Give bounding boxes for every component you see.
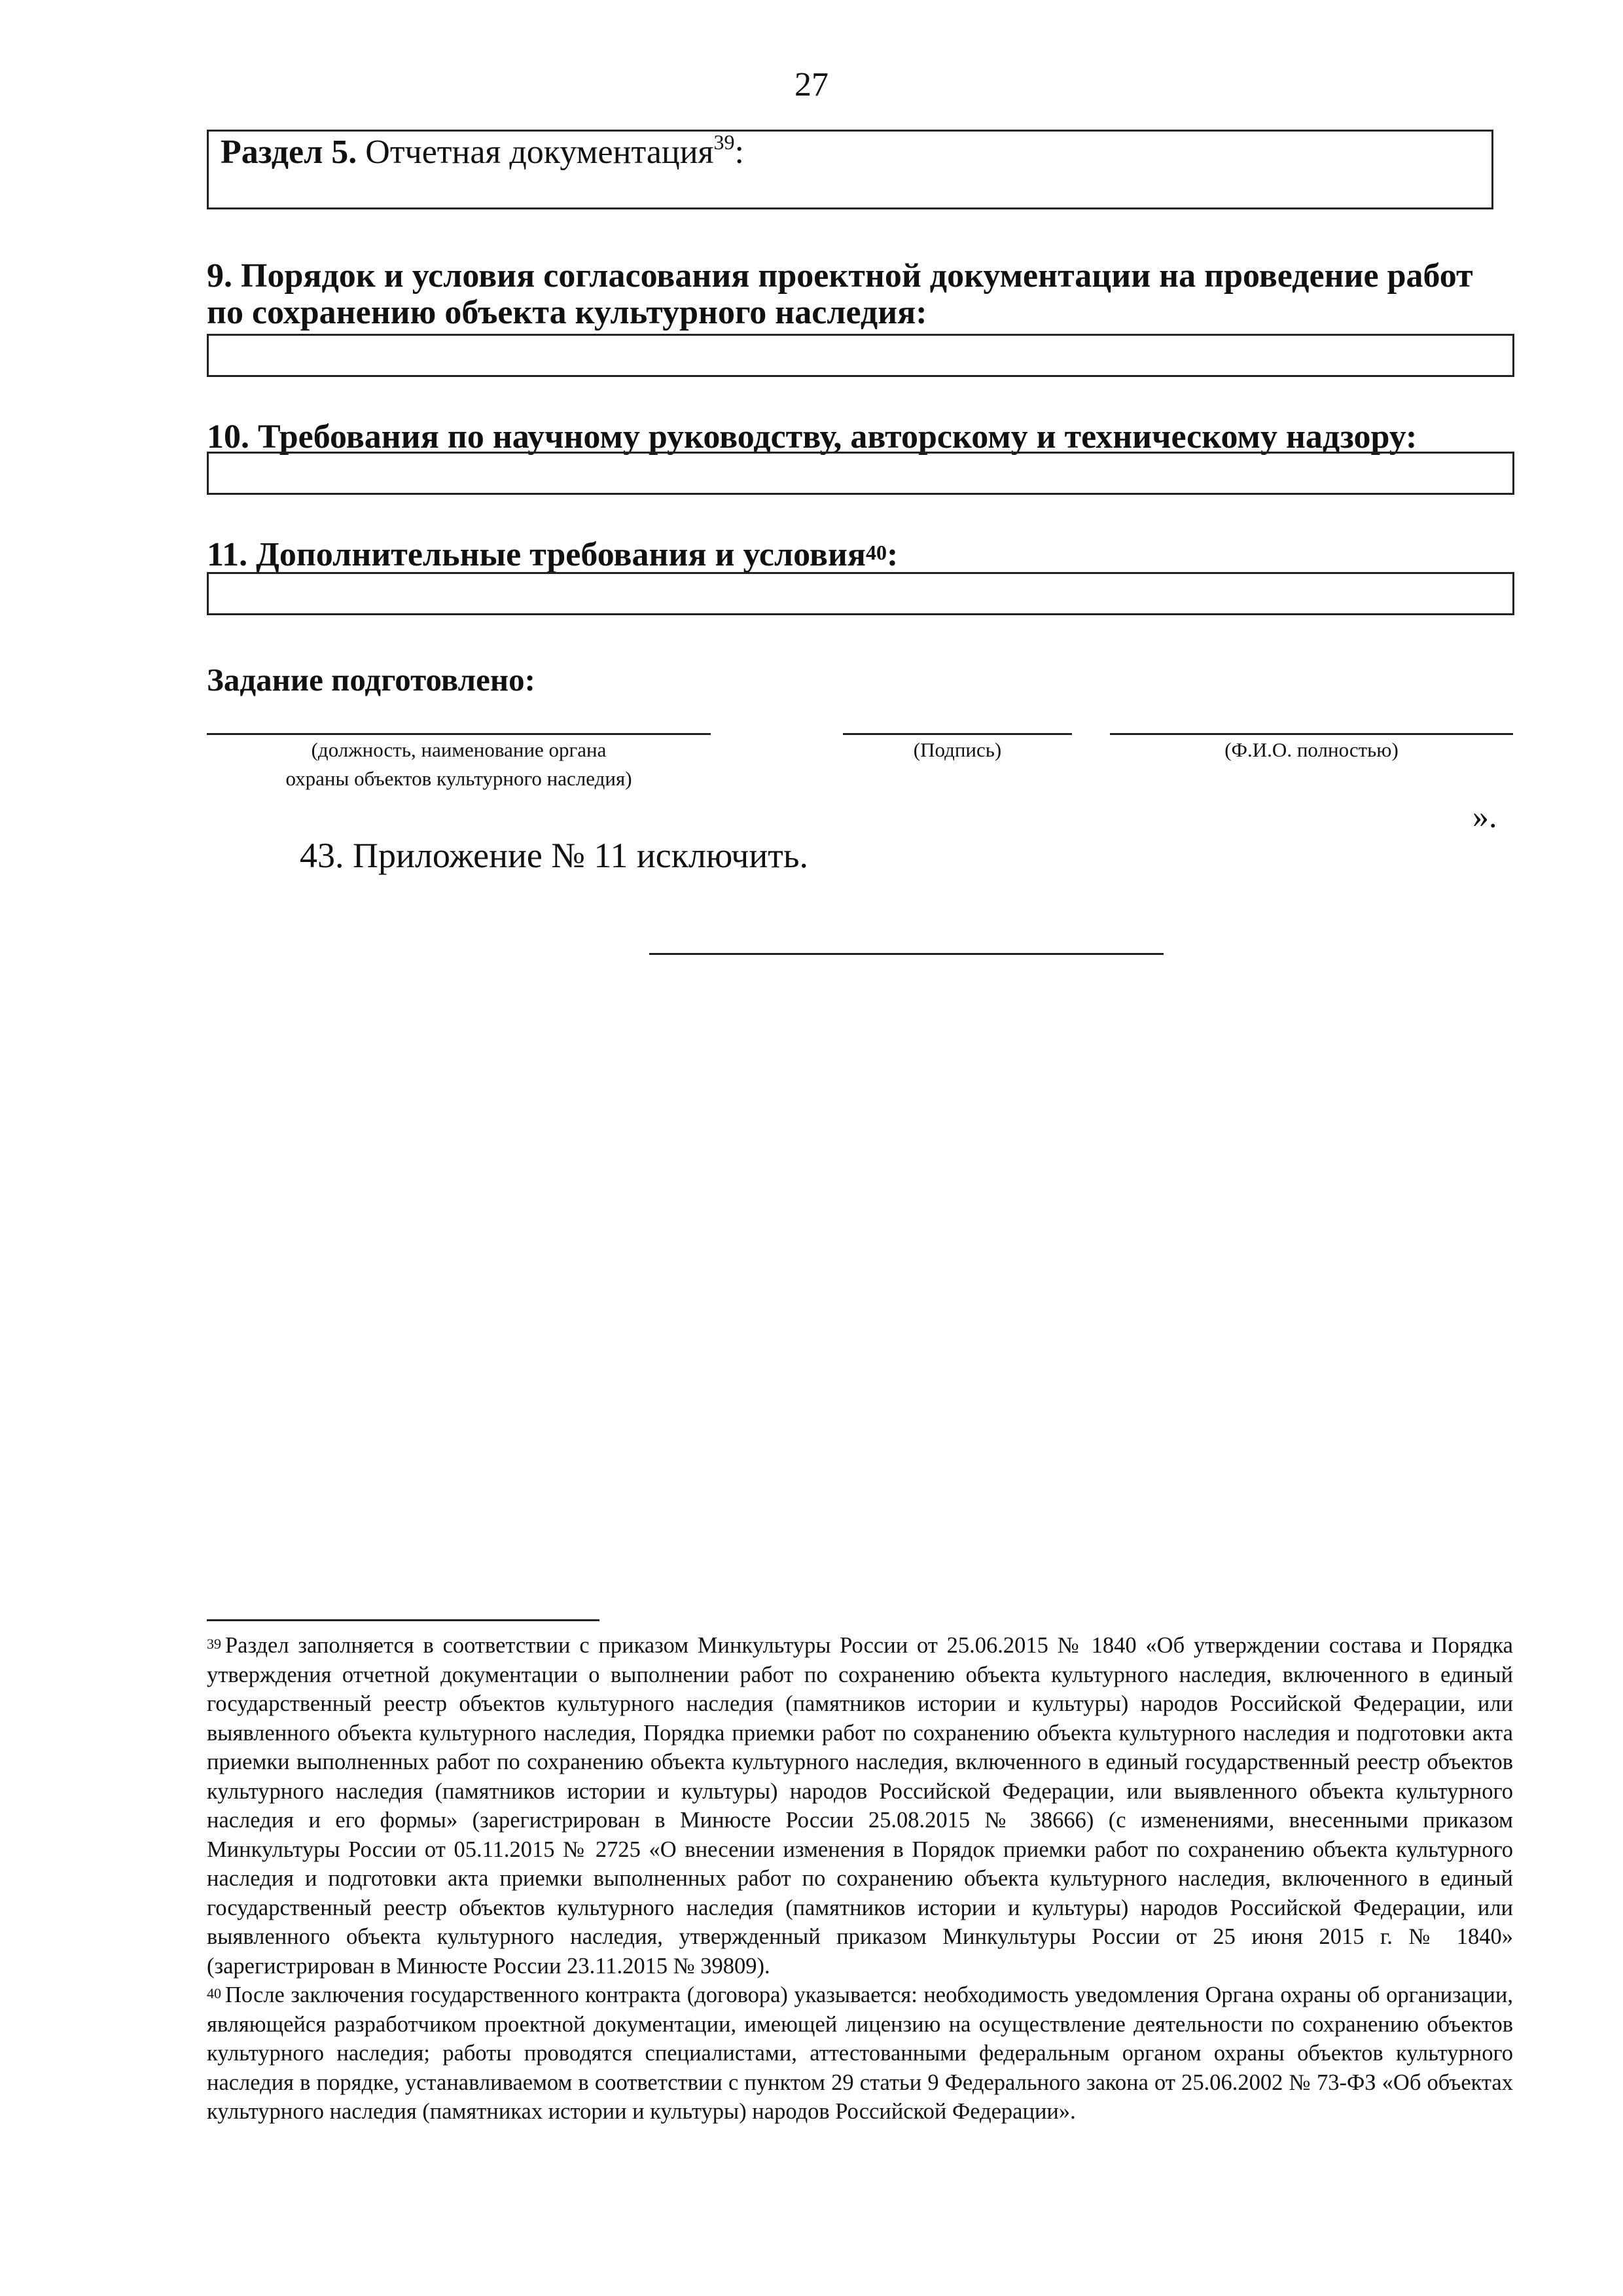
- footnote-40: [207, 1981, 1513, 2126]
- item-11-text: 11. Дополнительные требования и условия: [207, 536, 866, 573]
- footnote-40-mark: 40: [207, 1985, 221, 2001]
- signature-line[interactable]: [843, 733, 1072, 735]
- position-signature-line[interactable]: [207, 733, 711, 735]
- section-5-box: [207, 130, 1493, 209]
- footnote-39: [207, 1631, 1513, 1981]
- footnote-39-text: Раздел заполняется в соответствии с приказом Минкультуры России от 25.06.2015 № 1840 «Об утверждении состава и Порядка утверждения отчетной документации о выполнении работ по сохранению объекта культурного наследия, включенного в единый государственный реестр объектов культурного наследия (памятников истории и культуры) народов Российской Федерации, или выявленного объекта культурного наследия, Порядка приемки работ по сохранению объекта культурного наследия и подготовки акта приемки выполненных работ по сохранению объекта культурного наследия, включенного в единый государственный реестр объектов культурного наследия (памятников истории и культуры) народов Российской Федерации, или выявленного объекта культурного наследия и его формы» (зарегистрирован в Минюсте России 25.08.2015 № 38666) (с изменениями, внесенными приказом Минкультуры России от 05.11.2015 № 2725 «О внесении изменения в Порядок приемки работ по сохранению объекта культурного наследия и подготовки акта приемки выполненных работ по сохранению объекта культурного наследия, включенного в единый государственный реестр объектов культурного наследия (памятников истории и культуры) народов Российской Федерации, или выявленного объекта культурного наследия, утвержденный приказом Минкультуры России от 25 июня 2015 г. № 1840» (зарегистрирован в Минюсте России 23.11.2015 № 39809).: [207, 1633, 1513, 1979]
- section-5-text: Отчетная документация: [357, 134, 714, 171]
- item-11-field[interactable]: [207, 572, 1514, 615]
- item-9-heading-line1: 9. Порядок и условия согласования проектной документации на проведение работ: [207, 257, 1473, 295]
- section-5-label: Раздел 5.: [221, 134, 357, 171]
- position-caption-line1: (должность, наименование органа: [311, 738, 607, 761]
- end-divider: [649, 953, 1164, 955]
- item-9-field[interactable]: [207, 334, 1514, 377]
- item-10-field[interactable]: [207, 452, 1514, 495]
- section-5-suffix: :: [734, 134, 744, 171]
- signature-caption: (Подпись): [913, 738, 1002, 761]
- full-name-caption: (Ф.И.О. полностью): [1224, 738, 1399, 761]
- footnote-ref-39[interactable]: 39: [713, 130, 735, 154]
- closing-quote: ».: [1472, 798, 1497, 834]
- footnote-ref-40[interactable]: 40: [866, 541, 887, 564]
- item-11-heading: [207, 534, 898, 576]
- item-11-suffix: :: [887, 536, 899, 573]
- item-10-heading: 10. Требования по научному руководству, авторскому и техническому надзору:: [207, 418, 1418, 456]
- position-caption-line2: охраны объектов культурного наследия): [285, 767, 632, 790]
- item-43: 43. Приложение № 11 исключить.: [300, 836, 808, 875]
- footnotes: [207, 1631, 1513, 2126]
- prepared-by-title: Задание подготовлено:: [207, 662, 535, 698]
- position-caption: [207, 736, 711, 793]
- footnote-39-mark: 39: [207, 1636, 221, 1652]
- item-9-heading-line2: по сохранению объекта культурного наследия:: [207, 294, 927, 331]
- footnote-divider: [207, 1619, 599, 1621]
- section-5-title: [221, 130, 744, 171]
- full-name-signature-line[interactable]: [1110, 733, 1513, 735]
- page-number: 27: [794, 66, 829, 103]
- footnote-40-text: После заключения государственного контракта (договора) указывается: необходимость уведомления Органа охраны об организации, являющейся разработчиком проектной документации, имеющей лицензию на осуществление деятельности по сохранению объектов культурного наследия; работы проводятся специалистами, аттестованными федеральным органом охраны объектов культурного наследия в порядке, устанавливаемом в соответствии с пунктом 29 статьи 9 Федерального закона от 25.06.2002 № 73-ФЗ «Об объектах культурного наследия (памятниках истории и культуры) народов Российской Федерации».: [207, 1982, 1513, 2124]
